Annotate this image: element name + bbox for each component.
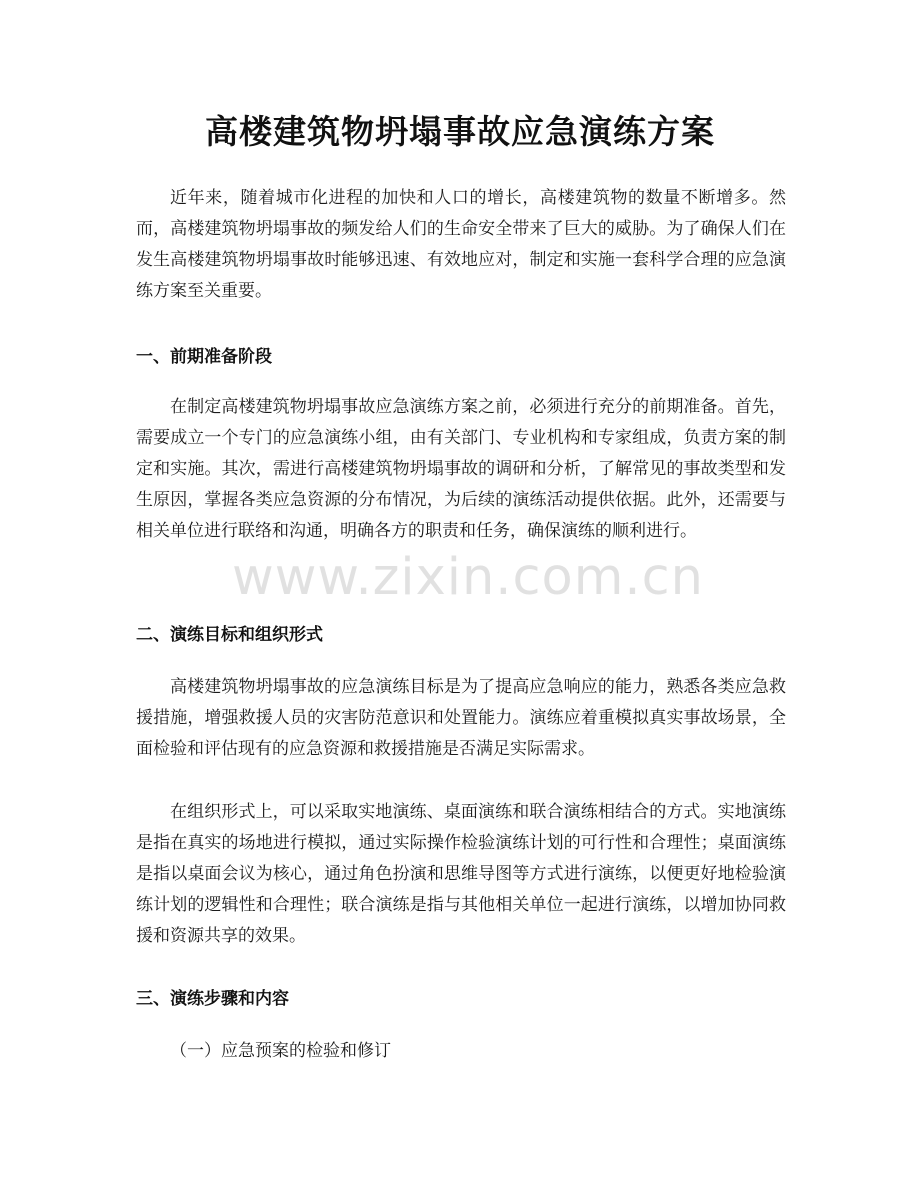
intro-paragraph: 近年来，随着城市化进程的加快和人口的增长，高楼建筑物的数量不断增多。然而，高楼建筑物坍塌事故的频发给人们的生命安全带来了巨大的威胁。为了确保人们在发生高楼建筑物坍塌事故时能够迅速、有效地应对，制定和实施一套科学合理的应急演练方案至关重要。 <box>136 188 786 301</box>
section-heading-2: 二、演练目标和组织形式 <box>136 625 323 645</box>
section-heading-3: 三、演练步骤和内容 <box>136 989 289 1009</box>
document-title: 高楼建筑物坍塌事故应急演练方案 <box>205 112 715 151</box>
section-3-subheading-1: （一）应急预案的检验和修订 <box>170 1041 391 1061</box>
section-2-paragraph-1: 高楼建筑物坍塌事故的应急演练目标是为了提高应急响应的能力，熟悉各类应急救援措施，增强救援人员的灾害防范意识和处置能力。演练应着重模拟真实事故场景，全面检验和评估现有的应急资源和救援措施是否满足实际需求。 <box>136 677 786 759</box>
section-2-paragraph-2: 在组织形式上，可以采取实地演练、桌面演练和联合演练相结合的方式。实地演练是指在真实的场地进行模拟，通过实际操作检验演练计划的可行性和合理性；桌面演练是指以桌面会议为核心，通过角色扮演和思维导图等方式进行演练，以便更好地检验演练计划的逻辑性和合理性；联合演练是指与其他相关单位一起进行演练，以增加协同救援和资源共享的效果。 <box>136 802 786 946</box>
watermark-text: www.zixin.com.cn <box>232 548 704 607</box>
section-heading-1: 一、前期准备阶段 <box>136 347 272 367</box>
section-1-paragraph-1: 在制定高楼建筑物坍塌事故应急演练方案之前，必须进行充分的前期准备。首先，需要成立一个专门的应急演练小组，由有关部门、专业机构和专家组成，负责方案的制定和实施。其次，需进行高楼建筑物坍塌事故的调研和分析，了解常见的事故类型和发生原因，掌握各类应急资源的分布情况，为后续的演练活动提供依据。此外，还需要与相关单位进行联络和沟通，明确各方的职责和任务，确保演练的顺利进行。 <box>136 397 786 541</box>
